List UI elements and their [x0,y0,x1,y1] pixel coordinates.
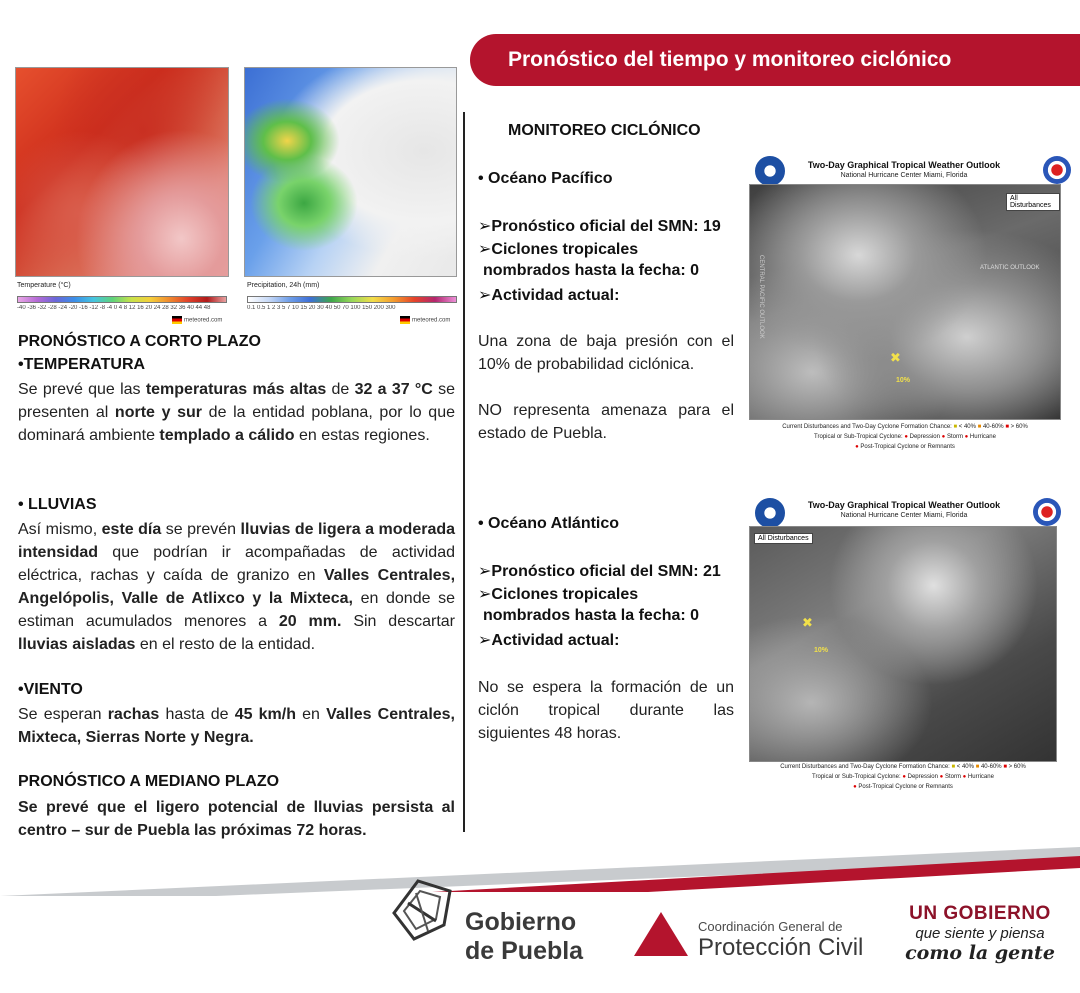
pacific-named-2: nombrados hasta la fecha: 0 [483,262,700,279]
proteccion-civil-line-2: Protección Civil [698,934,864,961]
atlantic-activity: ➢Actividad actual: [478,632,620,649]
pacific-outlook-graphic [749,154,1065,454]
pacific-satellite-image [749,184,1061,420]
wind-heading: •VIENTO [18,681,83,698]
slogan-line-3: como la gente [905,942,1055,964]
precipitation-map-label: Precipitation, 24h (mm) [247,282,320,289]
all-disturbances-label: All Disturbances [754,533,813,544]
temperature-paragraph: Se prevé que las temperaturas más altas de 32 a 37 °C se presenten al norte y sur de la entidad poblana, por lo que dominará ambiente templado a cálido en estas regiones. [18,381,456,444]
temperature-heading: •TEMPERATURA [18,356,146,373]
precipitation-source [400,316,450,324]
temperature-source [172,316,222,324]
rain-paragraph: Así mismo, este día se prevén lluvias de ligera a moderada intensidad que podrían ir acompañadas de actividad eléctrica, rachas y caída de granizo en Valles Centrales, Angelópolis, Valle de Atlixco y la Mixteca, en donde se estiman acumulados menores a 20 mm. Sin descartar lluvias aisladas en el resto de la entidad. [18,521,456,653]
disturbance-chance: 10% [896,377,911,384]
atlantic-outlook-graphic [749,496,1065,796]
noaa-logo-icon [755,156,785,186]
gobierno-puebla-line-2: de Puebla [465,937,584,965]
gobierno-puebla-emblem-icon [388,873,460,945]
outlook-title: Two-Day Graphical Tropical Weather Outlook [807,160,1001,170]
pacific-heading: • Océano Pacífico [478,170,613,187]
atlantic-description: No se espera la formación de un ciclón tropical durante las siguientes 48 horas. [478,679,734,742]
precipitation-map [244,67,457,277]
atlantic-heading: • Océano Atlántico [478,515,620,532]
atlantic-outlook-label: ATLANTIC OUTLOOK [980,265,1040,271]
central-pacific-label: CENTRAL PACIFIC OUTLOOK [758,255,764,339]
disturbance-chance: 10% [814,647,829,654]
pacific-threat: NO representa amenaza para el estado de Puebla. [478,402,734,442]
proteccion-civil-logo [698,919,863,962]
atlantic-forecast: ➢Pronóstico oficial del SMN: 21 [478,563,721,580]
outlook-legend-2: Tropical or Sub-Tropical Cyclone: ● Depression ● Storm ● Hurricane [812,774,994,780]
germany-flag-icon [400,316,410,324]
precipitation-scale-ticks: 0.1 0.5 1 2 3 5 7 10 15 20 30 40 50 70 100 150 200 300 [247,305,396,311]
slogan-line-2: que siente y piensa [915,925,1045,942]
temperature-map-label: Temperature (°C) [17,282,71,289]
pacific-forecast: ➢Pronóstico oficial del SMN: 19 [478,218,721,235]
temperature-map [15,67,229,277]
wind-paragraph: Se esperan rachas hasta de 45 km/h en Valles Centrales, Mixteca, Sierras Norte y Negra. [18,706,456,746]
pacific-activity: ➢Actividad actual: [478,287,620,304]
proteccion-civil-line-1: Coordinación General de [698,919,843,934]
slogan-logo [905,903,1055,964]
germany-flag-icon [172,316,182,324]
monitoring-heading: MONITOREO CICLÓNICO [508,122,701,139]
nws-logo-icon [1043,156,1071,184]
outlook-legend-2: Tropical or Sub-Tropical Cyclone: ● Depression ● Storm ● Hurricane [814,434,996,440]
mid-term-heading: PRONÓSTICO A MEDIANO PLAZO [18,773,280,790]
precipitation-scale-bar [247,296,457,303]
pacific-named-1: ➢Ciclones tropicales [478,241,639,258]
temperature-scale-bar [17,296,227,303]
disturbance-marker-icon: ✖ [890,350,901,365]
outlook-legend-1: Current Disturbances and Two-Day Cyclone Formation Chance: ■ < 40% ■ 40-60% ■ > 60% [782,424,1028,430]
precipitation-source-text: meteored.com [412,317,451,324]
all-disturbances-label: All Disturbances [1006,193,1060,211]
outlook-subtitle: National Hurricane Center Miami, Florida [840,172,968,179]
temperature-scale-ticks: -40 -36 -32 -28 -24 -20 -16 -12 -8 -4 0 4 8 12 16 20 24 28 32 36 40 44 48 [17,305,211,311]
banner-title: Pronóstico del tiempo y monitoreo ciclónico [508,48,952,71]
nws-logo-icon [1033,498,1061,526]
outlook-legend-3: ● Post-Tropical Cyclone or Remnants [853,784,953,790]
disturbance-marker-icon: ✖ [802,615,813,630]
outlook-legend-3: ● Post-Tropical Cyclone or Remnants [855,444,955,450]
atlantic-named-2: nombrados hasta la fecha: 0 [483,607,700,624]
outlook-title: Two-Day Graphical Tropical Weather Outlook [807,500,1001,510]
mid-term-paragraph: Se prevé que el ligero potencial de lluvias persista al centro – sur de Puebla las próximas 72 horas. [18,799,455,839]
outlook-legend-1: Current Disturbances and Two-Day Cyclone Formation Chance: ■ < 40% ■ 40-60% ■ > 60% [780,764,1026,770]
rain-heading: • LLUVIAS [18,496,97,513]
atlantic-satellite-image [749,526,1057,762]
page-banner [470,34,1080,86]
outlook-subtitle: National Hurricane Center Miami, Florida [840,512,968,519]
proteccion-civil-triangle-icon [632,910,690,963]
temperature-source-text: meteored.com [184,317,223,324]
gobierno-puebla-logo [465,908,583,966]
atlantic-named-1: ➢Ciclones tropicales [478,586,639,603]
column-divider [463,112,465,832]
noaa-logo-icon [755,498,785,528]
pacific-description: Una zona de baja presión con el 10% de probabilidad ciclónica. [478,333,734,373]
slogan-line-1: UN GOBIERNO [909,903,1051,924]
gobierno-puebla-line-1: Gobierno [465,908,577,936]
short-term-heading: PRONÓSTICO A CORTO PLAZO [18,333,261,350]
